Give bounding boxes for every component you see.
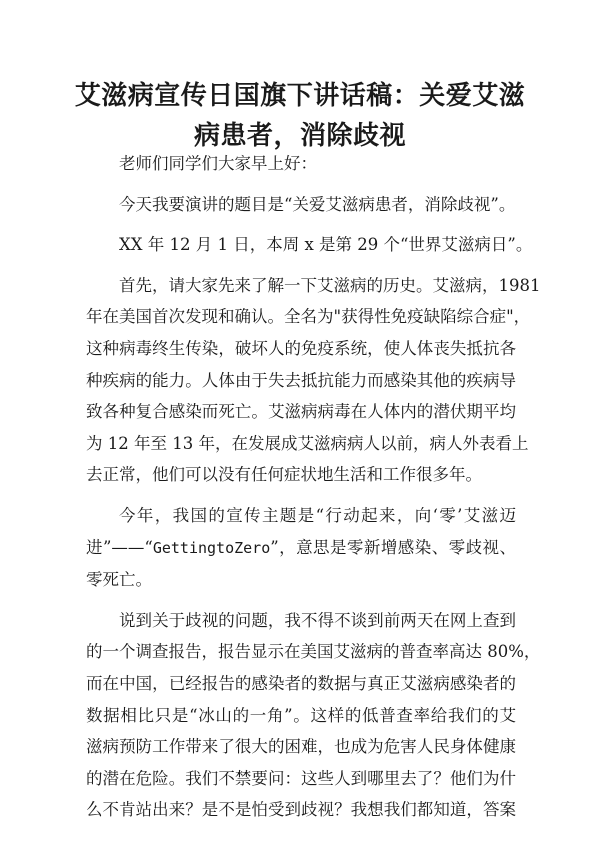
- discrimination-line-1: 说到关于歧视的问题，我不得不谈到前两天在网上查到: [119, 610, 516, 630]
- topic-paragraph: 今天我要演讲的题目是“关爱艾滋病患者，消除歧视”。: [119, 194, 516, 214]
- theme-paragraph: [86, 500, 516, 596]
- history-line-3: 这种病毒终生传染，破坏人的免疫系统，使人体丧失抵抗各: [86, 338, 516, 358]
- theme-line-2-a: 进”——“: [86, 537, 153, 557]
- discrimination-line-4: 数据相比只是“冰山的一角”。这样的低普查率给我们的艾: [86, 705, 516, 725]
- discrimination-line-3: 而在中国，已经报告的感染者的数据与真正艾滋病感染者的: [86, 673, 516, 693]
- title-line-1: 艾滋病宣传日国旗下讲话稿：关爱艾滋: [74, 81, 526, 111]
- theme-line-2-b: ”，意思是零新增感染、零歧视、: [270, 537, 516, 557]
- discrimination-line-6: 的潜在危险。我们不禁要问：这些人到哪里去了？他们为什: [86, 768, 516, 788]
- discrimination-line-5: 滋病预防工作带来了很大的困难，也成为危害人民身体健康: [86, 737, 516, 757]
- greeting-paragraph: 老师们同学们大家早上好：: [119, 154, 317, 173]
- history-line-2: 年在美国首次发现和确认。全名为"获得性免疫缺陷综合症"，: [86, 307, 531, 327]
- discrimination-paragraph: [86, 605, 541, 826]
- date-paragraph: XX 年 12 月 1 日，本周 x 是第 29 个“世界艾滋病日”。: [119, 235, 533, 255]
- theme-line-2: [86, 532, 516, 565]
- history-line-1: 首先，请大家先来了解一下艾滋病的历史。艾滋病，1981: [119, 275, 541, 295]
- theme-line-3: 零死亡。: [86, 570, 152, 590]
- title-line-2: 病患者，消除歧视: [193, 121, 406, 151]
- theme-slogan: GettingtoZero: [152, 538, 271, 557]
- history-paragraph: [86, 270, 541, 491]
- discrimination-line-2: 的一个调查报告，报告显示在美国艾滋病的普查率高达 80%，: [86, 642, 541, 662]
- document-body: [86, 148, 541, 826]
- theme-line-1: 今年，我国的宣传主题是“行动起来，向‘零’艾滋迈: [119, 505, 516, 525]
- discrimination-line-7: 么不肯站出来？是不是怕受到歧视？我想我们都知道，答案: [86, 800, 516, 820]
- history-line-6: 为 12 年至 13 年，在发展成艾滋病病人以前，病人外表看上: [86, 433, 529, 453]
- history-line-7: 去正常，他们可以没有任何症状地生活和工作很多年。: [86, 465, 482, 485]
- history-line-5: 致各种复合感染而死亡。艾滋病病毒在人体内的潜伏期平均: [86, 402, 516, 422]
- history-line-4: 种疾病的能力。人体由于失去抵抗能力而感染其他的疾病导: [86, 370, 516, 390]
- document-title: [70, 76, 530, 156]
